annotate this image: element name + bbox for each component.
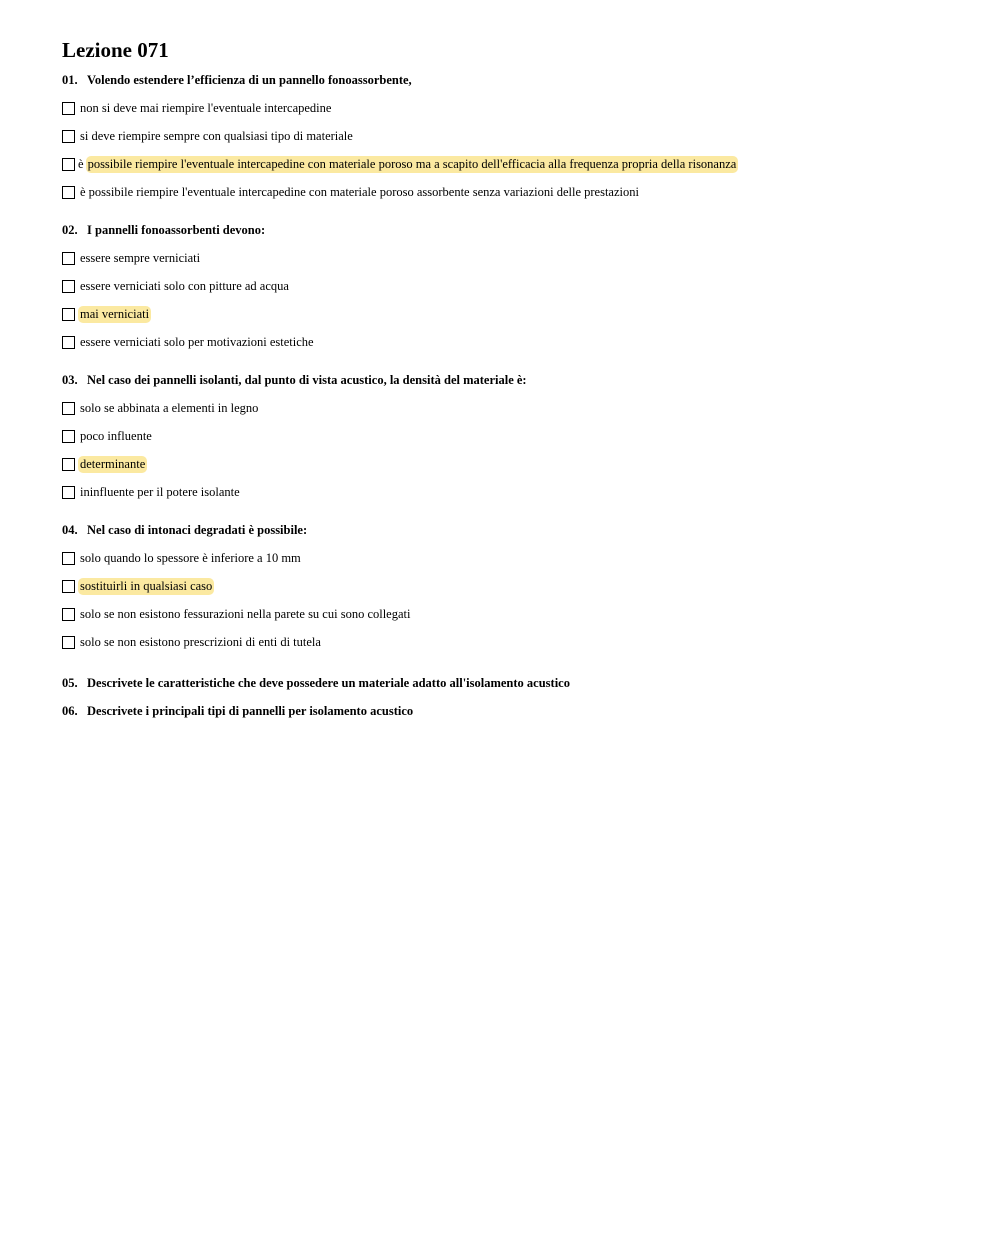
answer-checkbox[interactable]: [62, 486, 75, 499]
answer-checkbox[interactable]: [62, 102, 75, 115]
answer-checkbox[interactable]: [62, 636, 75, 649]
answer-option[interactable]: [62, 600, 962, 628]
question-number: 04.: [62, 523, 78, 537]
answer-checkbox[interactable]: [62, 552, 75, 565]
answer-label: solo se non esistono fessurazioni nella parete su cui sono collegati: [80, 606, 411, 621]
lesson-title: Lezione 071: [62, 38, 169, 62]
question-gap: [62, 206, 962, 214]
answer-option[interactable]: [62, 272, 962, 300]
answer-checkbox[interactable]: [62, 280, 75, 293]
answer-label-highlighted: possibile riempire l'eventuale intercapedine con materiale poroso ma a scapito dell'efficacia alla frequenza propria della risonanza: [87, 156, 737, 171]
question-01: [62, 71, 962, 214]
question-03: [62, 371, 962, 514]
question-label: I pannelli fonoassorbenti devono:: [87, 223, 266, 237]
answer-option[interactable]: [62, 150, 962, 178]
question-text: [62, 71, 962, 89]
answer-label: solo se non esistono prescrizioni di enti di tutela: [80, 634, 321, 649]
answer-label: ininfluente per il potere isolante: [80, 484, 240, 499]
answer-checkbox[interactable]: [62, 402, 75, 415]
answer-option[interactable]: [62, 94, 962, 122]
question-number: 02.: [62, 223, 78, 237]
answer-checkbox[interactable]: [62, 158, 75, 171]
answer-option[interactable]: [62, 544, 962, 572]
question-gap: [62, 506, 962, 514]
answer-option[interactable]: [62, 244, 962, 272]
answer-option[interactable]: [62, 422, 962, 450]
quiz-page: [62, 36, 962, 724]
question-text: [62, 674, 962, 692]
answer-checkbox[interactable]: [62, 580, 75, 593]
answer-option[interactable]: [62, 178, 962, 206]
answer-option[interactable]: [62, 450, 962, 478]
question-number: 01.: [62, 73, 78, 87]
question-text: [62, 221, 962, 239]
answer-option[interactable]: [62, 300, 962, 328]
question-label: Volendo estendere l’efficienza di un pannello fonoassorbente,: [87, 73, 412, 87]
answer-label: si deve riempire sempre con qualsiasi tipo di materiale: [80, 128, 353, 143]
answer-option[interactable]: [62, 478, 962, 506]
answer-option[interactable]: [62, 328, 962, 356]
answer-label: essere verniciati solo per motivazioni estetiche: [80, 334, 314, 349]
answer-option[interactable]: [62, 628, 962, 656]
answer-checkbox[interactable]: [62, 130, 75, 143]
question-number: 05.: [62, 676, 78, 690]
question-02: [62, 221, 962, 364]
answer-label: solo se abbinata a elementi in legno: [80, 400, 259, 415]
answer-checkbox[interactable]: [62, 608, 75, 621]
answer-checkbox[interactable]: [62, 186, 75, 199]
answer-label: essere verniciati solo con pitture ad acqua: [80, 278, 289, 293]
question-06: [62, 702, 962, 720]
answer-label: solo quando lo spessore è inferiore a 10 mm: [80, 550, 301, 565]
answer-label: non si deve mai riempire l'eventuale intercapedine: [80, 100, 332, 115]
answer-prefix: è: [78, 156, 84, 171]
answer-checkbox[interactable]: [62, 308, 75, 321]
answer-option[interactable]: [62, 572, 962, 600]
question-gap: [62, 356, 962, 364]
answer-label: è possibile riempire l'eventuale intercapedine con materiale poroso assorbente senza variazioni delle prestazioni: [80, 184, 639, 199]
question-number: 06.: [62, 704, 78, 718]
question-text: [62, 521, 962, 539]
answer-option[interactable]: [62, 394, 962, 422]
answer-checkbox[interactable]: [62, 458, 75, 471]
answer-label: poco influente: [80, 428, 152, 443]
answer-label-highlighted: determinante: [80, 456, 146, 471]
answer-checkbox[interactable]: [62, 336, 75, 349]
question-label: Nel caso di intonaci degradati è possibile:: [87, 523, 308, 537]
question-label: Descrivete i principali tipi di pannelli per isolamento acustico: [87, 704, 414, 718]
question-gap: [62, 656, 962, 664]
answer-checkbox[interactable]: [62, 252, 75, 265]
question-list: [62, 71, 962, 720]
answer-option[interactable]: [62, 122, 962, 150]
question-text: [62, 371, 962, 389]
answer-label-highlighted: sostituirli in qualsiasi caso: [80, 578, 213, 593]
answer-checkbox[interactable]: [62, 430, 75, 443]
question-05: [62, 674, 962, 692]
question-label: Descrivete le caratteristiche che deve possedere un materiale adatto all'isolamento acustico: [87, 676, 570, 690]
question-04: [62, 521, 962, 664]
question-number: 03.: [62, 373, 78, 387]
question-text: [62, 702, 962, 720]
answer-label-highlighted: mai verniciati: [80, 306, 150, 321]
question-label: Nel caso dei pannelli isolanti, dal punto di vista acustico, la densità del materiale è:: [87, 373, 527, 387]
answer-label: essere sempre verniciati: [80, 250, 201, 265]
